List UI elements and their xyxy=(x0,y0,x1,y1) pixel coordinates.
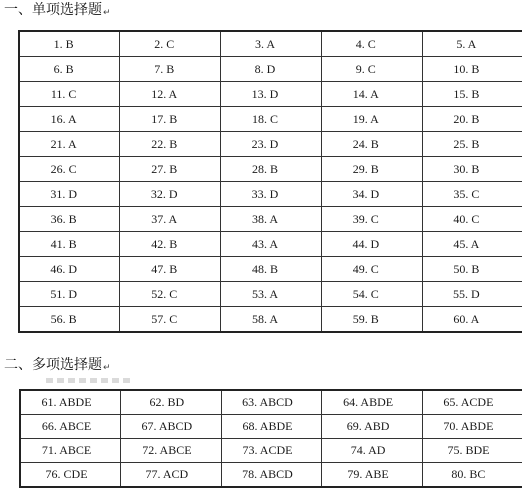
answer-text: 35. C xyxy=(453,186,480,201)
answer-text: 2. C xyxy=(154,36,175,51)
answer-text: 8. D xyxy=(254,61,276,76)
answer-text: 44. D xyxy=(352,236,380,251)
answer-text: 60. A xyxy=(453,311,480,326)
answer-cell xyxy=(321,157,422,182)
answer-cell xyxy=(321,307,422,333)
answer-text: 11. C xyxy=(50,86,77,101)
table-row xyxy=(20,415,522,439)
answer-text: 57. C xyxy=(151,311,178,326)
table-row xyxy=(20,390,522,415)
table-row xyxy=(19,57,522,82)
answer-cell xyxy=(422,157,522,182)
answer-text: 72. ABCE xyxy=(142,443,192,457)
answer-cell xyxy=(422,463,522,488)
answer-cell xyxy=(20,439,121,463)
answer-cell xyxy=(321,232,422,257)
answer-text: 47. B xyxy=(151,261,178,276)
answer-text: 27. B xyxy=(151,161,178,176)
answer-cell xyxy=(321,132,422,157)
answer-cell xyxy=(121,390,222,415)
answer-text: 14. A xyxy=(352,86,379,101)
answer-text: 51. D xyxy=(50,286,77,301)
answer-cell xyxy=(120,57,221,82)
answer-cell xyxy=(19,207,120,232)
answer-cell xyxy=(20,463,121,488)
answer-cell xyxy=(120,107,221,132)
answer-cell xyxy=(120,82,221,107)
answer-cell xyxy=(221,31,322,57)
answer-text: 40. C xyxy=(453,211,480,226)
answer-cell xyxy=(120,182,221,207)
table-row xyxy=(20,439,522,463)
answer-text: 15. B xyxy=(453,86,480,101)
answer-text: 34. D xyxy=(352,186,380,201)
answer-cell xyxy=(221,107,322,132)
answer-cell xyxy=(221,82,322,107)
answer-text: 29. B xyxy=(352,161,379,176)
answer-cell xyxy=(19,107,120,132)
answer-text: 4. C xyxy=(355,36,376,51)
paragraph-mark-icon: ↵ xyxy=(103,8,111,18)
answer-text: 30. B xyxy=(453,161,480,176)
answer-cell xyxy=(120,31,221,57)
answer-text: 48. B xyxy=(251,261,278,276)
answer-cell xyxy=(422,207,522,232)
answer-cell xyxy=(19,157,120,182)
answer-cell xyxy=(221,157,322,182)
answer-text: 26. C xyxy=(50,161,77,176)
answer-cell xyxy=(422,282,522,307)
answer-cell xyxy=(221,257,322,282)
answer-text: 68. ABDE xyxy=(242,419,293,433)
table-row xyxy=(19,182,522,207)
answer-text: 45. A xyxy=(453,236,480,251)
table-row xyxy=(19,307,522,333)
answer-cell xyxy=(120,232,221,257)
answer-cell xyxy=(221,57,322,82)
answer-cell xyxy=(20,390,121,415)
multiple-choice-heading xyxy=(4,357,111,376)
single-choice-heading-text: 一、单项选择题 xyxy=(4,2,102,18)
answer-text: 23. D xyxy=(251,136,279,151)
answer-text: 78. ABCD xyxy=(242,467,293,481)
answer-text: 53. A xyxy=(251,286,278,301)
answer-text: 19. A xyxy=(352,111,379,126)
answer-text: 66. ABCE xyxy=(41,419,92,433)
answer-text: 56. B xyxy=(50,311,77,326)
answer-text: 74. AD xyxy=(350,443,386,457)
answer-cell xyxy=(422,390,522,415)
answer-cell xyxy=(221,282,322,307)
answer-text: 36. B xyxy=(50,211,77,226)
answer-cell xyxy=(120,207,221,232)
answer-cell xyxy=(422,57,522,82)
answer-cell xyxy=(322,390,423,415)
answer-text: 71. ABCE xyxy=(41,443,92,457)
answer-text: 70. ABDE xyxy=(443,419,494,433)
answer-cell xyxy=(19,257,120,282)
answer-cell xyxy=(19,282,120,307)
table-row xyxy=(19,157,522,182)
answer-cell xyxy=(221,182,322,207)
answer-cell xyxy=(322,439,423,463)
answer-cell xyxy=(19,132,120,157)
answer-text: 7. B xyxy=(154,61,175,76)
answer-cell xyxy=(121,415,222,439)
answer-text: 63. ABCD xyxy=(242,395,293,409)
answer-text: 65. ACDE xyxy=(443,395,494,409)
answer-cell xyxy=(221,132,322,157)
answer-cell xyxy=(221,207,322,232)
answer-cell xyxy=(19,182,120,207)
answer-cell xyxy=(321,207,422,232)
multiple-choice-answer-rows xyxy=(20,390,522,487)
answer-text: 21. A xyxy=(50,136,77,151)
scan-artifact xyxy=(46,378,132,383)
answer-text: 24. B xyxy=(352,136,379,151)
answer-text: 39. C xyxy=(352,211,379,226)
answer-cell xyxy=(19,232,120,257)
answer-text: 80. BC xyxy=(451,467,486,481)
answer-text: 77. ACD xyxy=(145,467,189,481)
answer-cell xyxy=(120,157,221,182)
answer-text: 37. A xyxy=(151,211,178,226)
answer-cell xyxy=(221,415,322,439)
answer-cell xyxy=(19,307,120,333)
answer-cell xyxy=(19,57,120,82)
answer-text: 64. ABDE xyxy=(343,395,394,409)
answer-cell xyxy=(322,415,423,439)
answer-text: 16. A xyxy=(50,111,77,126)
answer-cell xyxy=(422,307,522,333)
answer-text: 22. B xyxy=(151,136,178,151)
answer-cell xyxy=(221,439,322,463)
answer-text: 54. C xyxy=(352,286,379,301)
multiple-choice-heading-text: 二、多项选择题 xyxy=(4,357,102,373)
answer-text: 9. C xyxy=(355,61,376,76)
answer-cell xyxy=(321,82,422,107)
table-row xyxy=(20,463,522,488)
answer-text: 69. ABD xyxy=(346,419,390,433)
answer-text: 17. B xyxy=(151,111,178,126)
single-choice-heading xyxy=(4,2,111,21)
answer-text: 5. A xyxy=(456,36,477,51)
table-row xyxy=(19,31,522,57)
table-row xyxy=(19,82,522,107)
answer-cell xyxy=(321,182,422,207)
answer-cell xyxy=(19,31,120,57)
answer-text: 49. C xyxy=(352,261,379,276)
answer-cell xyxy=(120,132,221,157)
answer-text: 38. A xyxy=(251,211,278,226)
paragraph-mark-icon: ↵ xyxy=(103,363,111,373)
answer-text: 46. D xyxy=(50,261,77,276)
answer-cell xyxy=(422,182,522,207)
answer-text: 28. B xyxy=(251,161,278,176)
answer-text: 75. BDE xyxy=(447,443,490,457)
answer-cell xyxy=(422,31,522,57)
single-choice-answer-table xyxy=(18,30,522,333)
answer-cell xyxy=(321,57,422,82)
answer-cell xyxy=(422,257,522,282)
answer-text: 67. ABCD xyxy=(141,419,193,433)
answer-text: 59. B xyxy=(352,311,379,326)
answer-text: 12. A xyxy=(151,86,178,101)
answer-text: 20. B xyxy=(453,111,480,126)
answer-cell xyxy=(121,439,222,463)
answer-text: 76. CDE xyxy=(45,467,88,481)
answer-cell xyxy=(322,463,423,488)
answer-text: 41. B xyxy=(50,236,77,251)
answer-cell xyxy=(321,107,422,132)
answer-text: 73. ACDE xyxy=(242,443,293,457)
answer-text: 55. D xyxy=(453,286,480,301)
table-row xyxy=(19,257,522,282)
answer-text: 43. A xyxy=(251,236,278,251)
answer-cell xyxy=(20,415,121,439)
answer-text: 58. A xyxy=(251,311,278,326)
table-row xyxy=(19,282,522,307)
answer-cell xyxy=(422,107,522,132)
answer-text: 61. ABDE xyxy=(41,395,92,409)
table-row xyxy=(19,107,522,132)
answer-cell xyxy=(120,282,221,307)
answer-cell xyxy=(221,232,322,257)
answer-cell xyxy=(422,132,522,157)
answer-cell xyxy=(422,439,522,463)
answer-text: 32. D xyxy=(150,186,178,201)
answer-text: 13. D xyxy=(251,86,279,101)
single-choice-answer-rows xyxy=(19,31,522,332)
answer-cell xyxy=(121,463,222,488)
answer-cell xyxy=(19,82,120,107)
table-row xyxy=(19,132,522,157)
answer-cell xyxy=(221,307,322,333)
answer-text: 52. C xyxy=(151,286,178,301)
answer-text: 25. B xyxy=(453,136,480,151)
answer-cell xyxy=(321,31,422,57)
answer-cell xyxy=(422,415,522,439)
answer-cell xyxy=(221,463,322,488)
answer-text: 10. B xyxy=(453,61,480,76)
answer-text: 3. A xyxy=(254,36,275,51)
answer-cell xyxy=(422,232,522,257)
answer-text: 31. D xyxy=(50,186,77,201)
table-row xyxy=(19,232,522,257)
answer-cell xyxy=(221,390,322,415)
answer-cell xyxy=(321,282,422,307)
answer-cell xyxy=(120,307,221,333)
answer-cell xyxy=(321,257,422,282)
multiple-choice-answer-table xyxy=(19,389,522,488)
answer-text: 6. B xyxy=(53,61,74,76)
answer-cell xyxy=(120,257,221,282)
answer-text: 42. B xyxy=(151,236,178,251)
answer-text: 33. D xyxy=(251,186,279,201)
answer-text: 1. B xyxy=(53,36,74,51)
table-row xyxy=(19,207,522,232)
answer-text: 79. ABE xyxy=(347,467,389,481)
answer-text: 50. B xyxy=(453,261,480,276)
answer-cell xyxy=(422,82,522,107)
answer-text: 18. C xyxy=(251,111,278,126)
answer-text: 62. BD xyxy=(149,395,185,409)
